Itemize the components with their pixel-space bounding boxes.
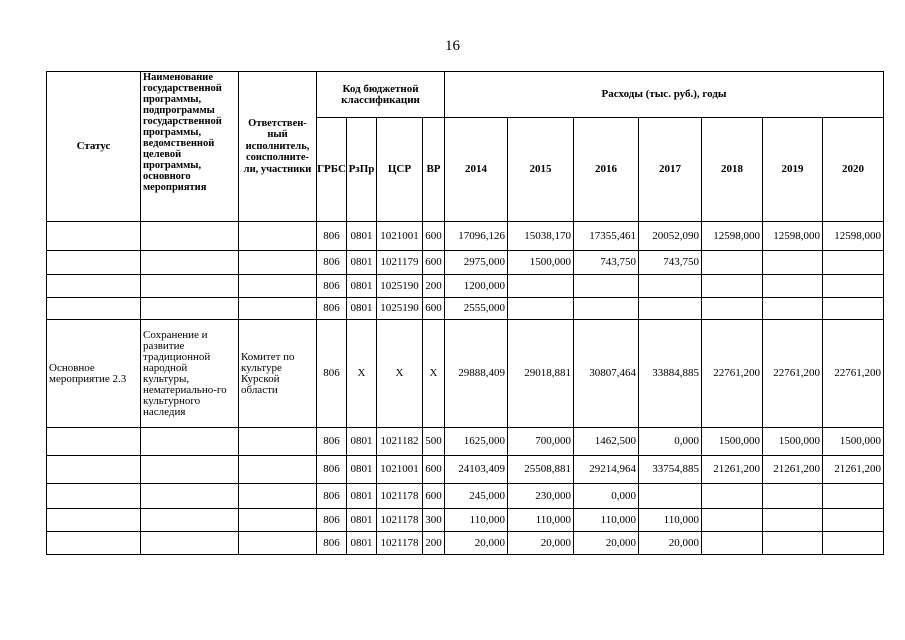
- csr-cell: 1021001: [377, 222, 423, 251]
- expense-cell: [763, 484, 823, 509]
- table-row: [47, 275, 884, 298]
- csr-cell: 1025190: [377, 298, 423, 320]
- grbs-cell: 806: [317, 532, 347, 555]
- expense-cell: [702, 484, 763, 509]
- expense-cell: [763, 298, 823, 320]
- header-rzpr: РзПр: [347, 118, 377, 222]
- expense-cell: [823, 484, 884, 509]
- expense-cell: 110,000: [639, 509, 702, 532]
- status-cell: [47, 298, 141, 320]
- expense-cell: [702, 251, 763, 275]
- header-expenses: Расходы (тыс. руб.), годы: [445, 72, 884, 118]
- expense-cell: 12598,000: [823, 222, 884, 251]
- expense-cell: 110,000: [574, 509, 639, 532]
- expense-cell: 1500,000: [508, 251, 574, 275]
- header-year-2017: 2017: [639, 118, 702, 222]
- expense-cell: 20,000: [639, 532, 702, 555]
- rzpr-cell: 0801: [347, 484, 377, 509]
- rzpr-cell: 0801: [347, 456, 377, 484]
- expense-cell: 1500,000: [823, 428, 884, 456]
- name-cell: [141, 532, 239, 555]
- expense-cell: 22761,200: [702, 320, 763, 428]
- rzpr-cell: Х: [347, 320, 377, 428]
- status-cell: [47, 222, 141, 251]
- vr-cell: 300: [423, 509, 445, 532]
- expense-cell: 2975,000: [445, 251, 508, 275]
- table-row: [47, 320, 884, 428]
- executor-cell: [239, 275, 317, 298]
- expense-cell: [763, 251, 823, 275]
- csr-cell: Х: [377, 320, 423, 428]
- expense-cell: 230,000: [508, 484, 574, 509]
- expense-cell: 245,000: [445, 484, 508, 509]
- expense-cell: 29888,409: [445, 320, 508, 428]
- expense-cell: 2555,000: [445, 298, 508, 320]
- expense-cell: [763, 532, 823, 555]
- header-status: Статус: [47, 72, 141, 222]
- expense-cell: 0,000: [639, 428, 702, 456]
- rzpr-cell: 0801: [347, 532, 377, 555]
- header-year-2016: 2016: [574, 118, 639, 222]
- expense-cell: [702, 509, 763, 532]
- expense-cell: [574, 298, 639, 320]
- expense-cell: 22761,200: [823, 320, 884, 428]
- expense-cell: [702, 298, 763, 320]
- status-cell: Основное мероприятие 2.3: [47, 320, 141, 428]
- expense-cell: [823, 509, 884, 532]
- name-cell: Сохранение и развитие традиционной народной культуры, нематериально-го культурного наследия: [141, 320, 239, 428]
- expense-cell: 1625,000: [445, 428, 508, 456]
- table-row: [47, 509, 884, 532]
- expense-cell: 20052,090: [639, 222, 702, 251]
- status-cell: [47, 456, 141, 484]
- grbs-cell: 806: [317, 484, 347, 509]
- csr-cell: 1025190: [377, 275, 423, 298]
- status-cell: [47, 484, 141, 509]
- status-cell: [47, 275, 141, 298]
- table-row: [47, 428, 884, 456]
- rzpr-cell: 0801: [347, 298, 377, 320]
- header-name: Наименование государственной программы, подпрограммы государственной программы, ведомственной целевой программы, основного мероприятия: [141, 72, 239, 222]
- expense-cell: 21261,200: [763, 456, 823, 484]
- vr-cell: 200: [423, 532, 445, 555]
- expense-cell: [763, 509, 823, 532]
- name-cell: [141, 275, 239, 298]
- name-cell: [141, 509, 239, 532]
- expense-cell: 21261,200: [702, 456, 763, 484]
- vr-cell: 500: [423, 428, 445, 456]
- expense-cell: [823, 532, 884, 555]
- grbs-cell: 806: [317, 222, 347, 251]
- executor-cell: [239, 509, 317, 532]
- rzpr-cell: 0801: [347, 275, 377, 298]
- vr-cell: 600: [423, 251, 445, 275]
- expense-cell: [508, 298, 574, 320]
- expense-cell: 17355,461: [574, 222, 639, 251]
- expense-cell: [639, 484, 702, 509]
- expense-cell: 30807,464: [574, 320, 639, 428]
- status-cell: [47, 251, 141, 275]
- status-cell: [47, 428, 141, 456]
- expense-cell: 110,000: [445, 509, 508, 532]
- table-row: [47, 484, 884, 509]
- executor-cell: [239, 532, 317, 555]
- csr-cell: 1021178: [377, 509, 423, 532]
- expense-cell: 20,000: [508, 532, 574, 555]
- expense-cell: 29018,881: [508, 320, 574, 428]
- expense-cell: [639, 298, 702, 320]
- name-cell: [141, 251, 239, 275]
- grbs-cell: 806: [317, 320, 347, 428]
- grbs-cell: 806: [317, 509, 347, 532]
- expense-cell: 0,000: [574, 484, 639, 509]
- name-cell: [141, 298, 239, 320]
- expense-cell: 25508,881: [508, 456, 574, 484]
- expense-cell: 743,750: [639, 251, 702, 275]
- status-cell: [47, 509, 141, 532]
- table-row: [47, 532, 884, 555]
- expense-cell: [823, 275, 884, 298]
- rzpr-cell: 0801: [347, 509, 377, 532]
- expense-cell: 24103,409: [445, 456, 508, 484]
- header-budget-code: Код бюджетной классификации: [317, 72, 445, 118]
- expense-cell: 1462,500: [574, 428, 639, 456]
- rzpr-cell: 0801: [347, 251, 377, 275]
- csr-cell: 1021178: [377, 532, 423, 555]
- csr-cell: 1021178: [377, 484, 423, 509]
- expense-cell: 33884,885: [639, 320, 702, 428]
- vr-cell: 600: [423, 222, 445, 251]
- expense-cell: 110,000: [508, 509, 574, 532]
- expense-cell: 20,000: [445, 532, 508, 555]
- name-cell: [141, 222, 239, 251]
- name-cell: [141, 484, 239, 509]
- table-row: [47, 456, 884, 484]
- expense-cell: 1200,000: [445, 275, 508, 298]
- expense-cell: [702, 275, 763, 298]
- header-csr: ЦСР: [377, 118, 423, 222]
- header-executor: Ответствен-ный исполнитель, соисполните-ли, участники: [239, 72, 317, 222]
- csr-cell: 1021179: [377, 251, 423, 275]
- expense-cell: 1500,000: [702, 428, 763, 456]
- expense-cell: 17096,126: [445, 222, 508, 251]
- executor-cell: [239, 298, 317, 320]
- expense-cell: 29214,964: [574, 456, 639, 484]
- expense-cell: 1500,000: [763, 428, 823, 456]
- name-cell: [141, 428, 239, 456]
- expense-cell: 700,000: [508, 428, 574, 456]
- status-cell: [47, 532, 141, 555]
- expense-cell: 22761,200: [763, 320, 823, 428]
- expense-cell: 15038,170: [508, 222, 574, 251]
- header-vr: ВР: [423, 118, 445, 222]
- budget-table: [46, 71, 884, 555]
- expense-cell: [702, 532, 763, 555]
- expense-cell: 12598,000: [702, 222, 763, 251]
- executor-cell: [239, 251, 317, 275]
- csr-cell: 1021001: [377, 456, 423, 484]
- expense-cell: [823, 298, 884, 320]
- csr-cell: 1021182: [377, 428, 423, 456]
- expense-cell: [763, 275, 823, 298]
- grbs-cell: 806: [317, 251, 347, 275]
- expense-cell: [823, 251, 884, 275]
- table-row: [47, 251, 884, 275]
- table-row: [47, 298, 884, 320]
- vr-cell: 600: [423, 484, 445, 509]
- grbs-cell: 806: [317, 298, 347, 320]
- table-row: [47, 222, 884, 251]
- rzpr-cell: 0801: [347, 428, 377, 456]
- expense-cell: 21261,200: [823, 456, 884, 484]
- header-year-2019: 2019: [763, 118, 823, 222]
- expense-cell: 12598,000: [763, 222, 823, 251]
- vr-cell: 600: [423, 298, 445, 320]
- executor-cell: [239, 484, 317, 509]
- vr-cell: 200: [423, 275, 445, 298]
- header-year-2014: 2014: [445, 118, 508, 222]
- expense-cell: [639, 275, 702, 298]
- rzpr-cell: 0801: [347, 222, 377, 251]
- grbs-cell: 806: [317, 275, 347, 298]
- vr-cell: 600: [423, 456, 445, 484]
- header-year-2020: 2020: [823, 118, 884, 222]
- expense-cell: 33754,885: [639, 456, 702, 484]
- expense-cell: 743,750: [574, 251, 639, 275]
- executor-cell: [239, 428, 317, 456]
- name-cell: [141, 456, 239, 484]
- header-year-2018: 2018: [702, 118, 763, 222]
- grbs-cell: 806: [317, 456, 347, 484]
- executor-cell: [239, 456, 317, 484]
- expense-cell: [574, 275, 639, 298]
- executor-cell: Комитет по культуре Курской области: [239, 320, 317, 428]
- header-grbs: ГРБС: [317, 118, 347, 222]
- expense-cell: [508, 275, 574, 298]
- grbs-cell: 806: [317, 428, 347, 456]
- vr-cell: Х: [423, 320, 445, 428]
- expense-cell: 20,000: [574, 532, 639, 555]
- executor-cell: [239, 222, 317, 251]
- page-number: 16: [445, 38, 460, 54]
- header-year-2015: 2015: [508, 118, 574, 222]
